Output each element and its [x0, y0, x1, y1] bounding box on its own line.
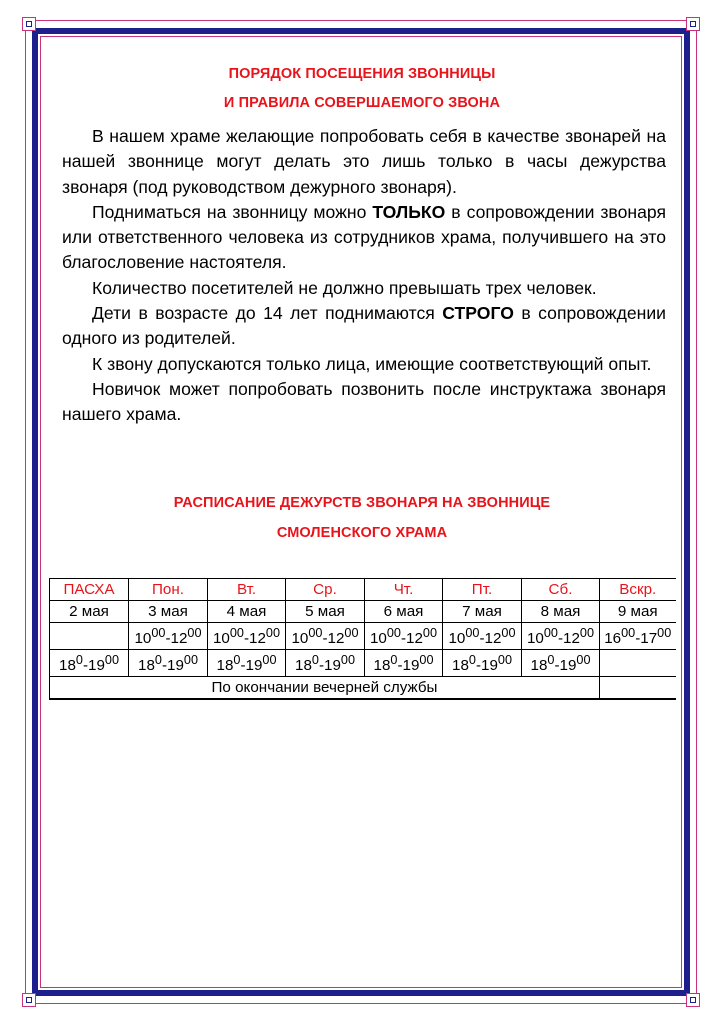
- table-row-dates: [50, 601, 676, 623]
- time-start-minutes: 0: [468, 653, 476, 668]
- paragraph-3: Количество посетителей не должно превышать трех человек.: [92, 277, 597, 298]
- day-cell: ПАСХА: [50, 579, 129, 601]
- time-end: -19: [318, 657, 341, 675]
- time-start: 18: [530, 657, 548, 675]
- time-end-minutes: 00: [344, 626, 359, 640]
- rules-body: [62, 124, 666, 428]
- paragraph-4: [62, 301, 666, 352]
- time-end-minutes: 00: [579, 626, 594, 640]
- time-start-minutes: 00: [308, 626, 323, 640]
- time-start: 18: [216, 657, 234, 675]
- time-cell: [129, 650, 208, 677]
- time-end-minutes: 00: [501, 626, 516, 640]
- time-end: -12: [557, 630, 580, 648]
- schedule-title-line2: СМОЛЕНСКОГО ХРАМА: [276, 525, 448, 541]
- time-end: -12: [243, 630, 266, 648]
- corner-ornament-bottom-right: [686, 993, 700, 1007]
- time-end: -19: [397, 657, 420, 675]
- time-end: -12: [400, 630, 423, 648]
- evening-service-note: По окончании вечерней службы: [50, 677, 600, 700]
- date-cell: 8 мая: [522, 601, 600, 623]
- time-start-minutes: 0: [311, 653, 319, 668]
- day-cell: Ср.: [286, 579, 365, 601]
- corner-ornament-bottom-left: [22, 993, 36, 1007]
- paragraph-5: К звону допускаются только лица, имеющие соответствующий опыт.: [92, 353, 652, 374]
- date-cell: 4 мая: [208, 601, 286, 623]
- table-row-note: [50, 677, 676, 700]
- time-start: 18: [373, 657, 391, 675]
- time-end-minutes: 00: [576, 653, 591, 668]
- time-end: -19: [475, 657, 498, 675]
- schedule-table: [49, 578, 676, 700]
- table-row-morning: [50, 623, 676, 650]
- time-start: 18: [59, 657, 76, 675]
- time-cell: [365, 623, 443, 650]
- time-start: 18: [452, 657, 469, 675]
- time-cell: [522, 650, 600, 677]
- empty-cell: [600, 677, 676, 700]
- time-start-minutes: 00: [151, 626, 166, 640]
- table-row-evening: [50, 650, 676, 677]
- paragraph-2-emphasis: ТОЛЬКО: [372, 201, 446, 222]
- time-cell: [365, 650, 443, 677]
- paragraph-6: Новичок может попробовать позвонить после инструктажа звонаря нашего храма.: [62, 378, 666, 425]
- time-end: -19: [554, 657, 577, 675]
- date-cell: 7 мая: [443, 601, 522, 623]
- time-end-minutes: 00: [104, 653, 119, 668]
- time-start: 10: [291, 630, 309, 648]
- date-cell: 2 мая: [50, 601, 129, 623]
- time-end-minutes: 00: [422, 626, 437, 640]
- date-cell: 3 мая: [129, 601, 208, 623]
- time-end: -19: [240, 657, 263, 675]
- time-start-minutes: 0: [547, 653, 555, 668]
- paragraph-4-text-end: в сопровождении одного из родителей.: [62, 303, 666, 349]
- time-cell: [600, 623, 676, 650]
- time-start: 10: [526, 630, 544, 648]
- time-end-minutes: 00: [497, 653, 512, 668]
- time-end-minutes: 00: [340, 653, 355, 668]
- time-end-minutes: 00: [262, 653, 277, 668]
- time-start: 10: [369, 630, 387, 648]
- time-start-minutes: 00: [543, 626, 558, 640]
- date-cell: 9 мая: [600, 601, 676, 623]
- time-cell: [208, 623, 286, 650]
- time-start-minutes: 00: [621, 626, 636, 640]
- time-start: 18: [138, 657, 155, 675]
- time-start-minutes: 0: [390, 653, 398, 668]
- time-start: 18: [295, 657, 312, 675]
- time-cell: [129, 623, 208, 650]
- time-end-minutes: 00: [265, 626, 280, 640]
- time-start: 10: [134, 630, 152, 648]
- time-end: -12: [479, 630, 502, 648]
- date-cell: 6 мая: [365, 601, 443, 623]
- corner-ornament-top-left: [22, 17, 36, 31]
- day-cell: Пон.: [129, 579, 208, 601]
- time-cell: [286, 623, 365, 650]
- corner-ornament-top-right: [686, 17, 700, 31]
- time-end: -12: [165, 630, 188, 648]
- time-cell: [600, 650, 676, 677]
- time-start-minutes: 00: [229, 626, 244, 640]
- time-end-minutes: 00: [187, 626, 202, 640]
- time-start-minutes: 0: [154, 653, 162, 668]
- time-start: 10: [448, 630, 466, 648]
- time-end: -12: [322, 630, 345, 648]
- time-start-minutes: 0: [233, 653, 241, 668]
- time-end-minutes: 00: [183, 653, 198, 668]
- time-start: 10: [212, 630, 230, 648]
- date-cell: 5 мая: [286, 601, 365, 623]
- day-cell: Вт.: [208, 579, 286, 601]
- time-start-minutes: 0: [75, 653, 83, 668]
- rules-title-line1: ПОРЯДОК ПОСЕЩЕНИЯ ЗВОННИЦЫ: [228, 66, 496, 82]
- time-end: -19: [82, 657, 105, 675]
- day-cell: Чт.: [365, 579, 443, 601]
- paragraph-4-emphasis: СТРОГО: [442, 303, 514, 324]
- time-cell: [286, 650, 365, 677]
- time-end: -19: [161, 657, 184, 675]
- time-cell: [443, 623, 522, 650]
- time-end-minutes: 00: [419, 653, 434, 668]
- time-cell: [50, 650, 129, 677]
- paragraph-2-text-end: в сопровождении звонаря или ответственного человека из сотрудников храма, получившего на это благословение настоятеля.: [62, 201, 666, 273]
- day-cell: Пт.: [443, 579, 522, 601]
- time-cell: [522, 623, 600, 650]
- rules-title-line2: И ПРАВИЛА СОВЕРШАЕМОГО ЗВОНА: [223, 95, 501, 111]
- time-cell: [443, 650, 522, 677]
- paragraph-2: [62, 200, 666, 276]
- paragraph-2-text: Подниматься на звонницу можно: [92, 201, 373, 222]
- table-row-days: [50, 579, 676, 601]
- time-end-minutes: 00: [657, 626, 672, 640]
- day-cell: Вскр.: [600, 579, 676, 601]
- time-start-minutes: 00: [386, 626, 401, 640]
- time-cell: [208, 650, 286, 677]
- time-start-minutes: 00: [465, 626, 480, 640]
- paragraph-4-text: Дети в возрасте до 14 лет поднимаются: [92, 303, 443, 324]
- time-end: -17: [635, 630, 658, 648]
- time-start: 16: [604, 630, 622, 648]
- schedule-title-line1: РАСПИСАНИЕ ДЕЖУРСТВ ЗВОНАРЯ НА ЗВОННИЦЕ: [173, 495, 551, 511]
- time-cell: [50, 623, 129, 650]
- paragraph-1: В нашем храме желающие попробовать себя в качестве звонарей на нашей звоннице могут делать это лишь только в часы дежурства звонаря (под руководством дежурного звонаря).: [62, 126, 666, 197]
- day-cell: Сб.: [522, 579, 600, 601]
